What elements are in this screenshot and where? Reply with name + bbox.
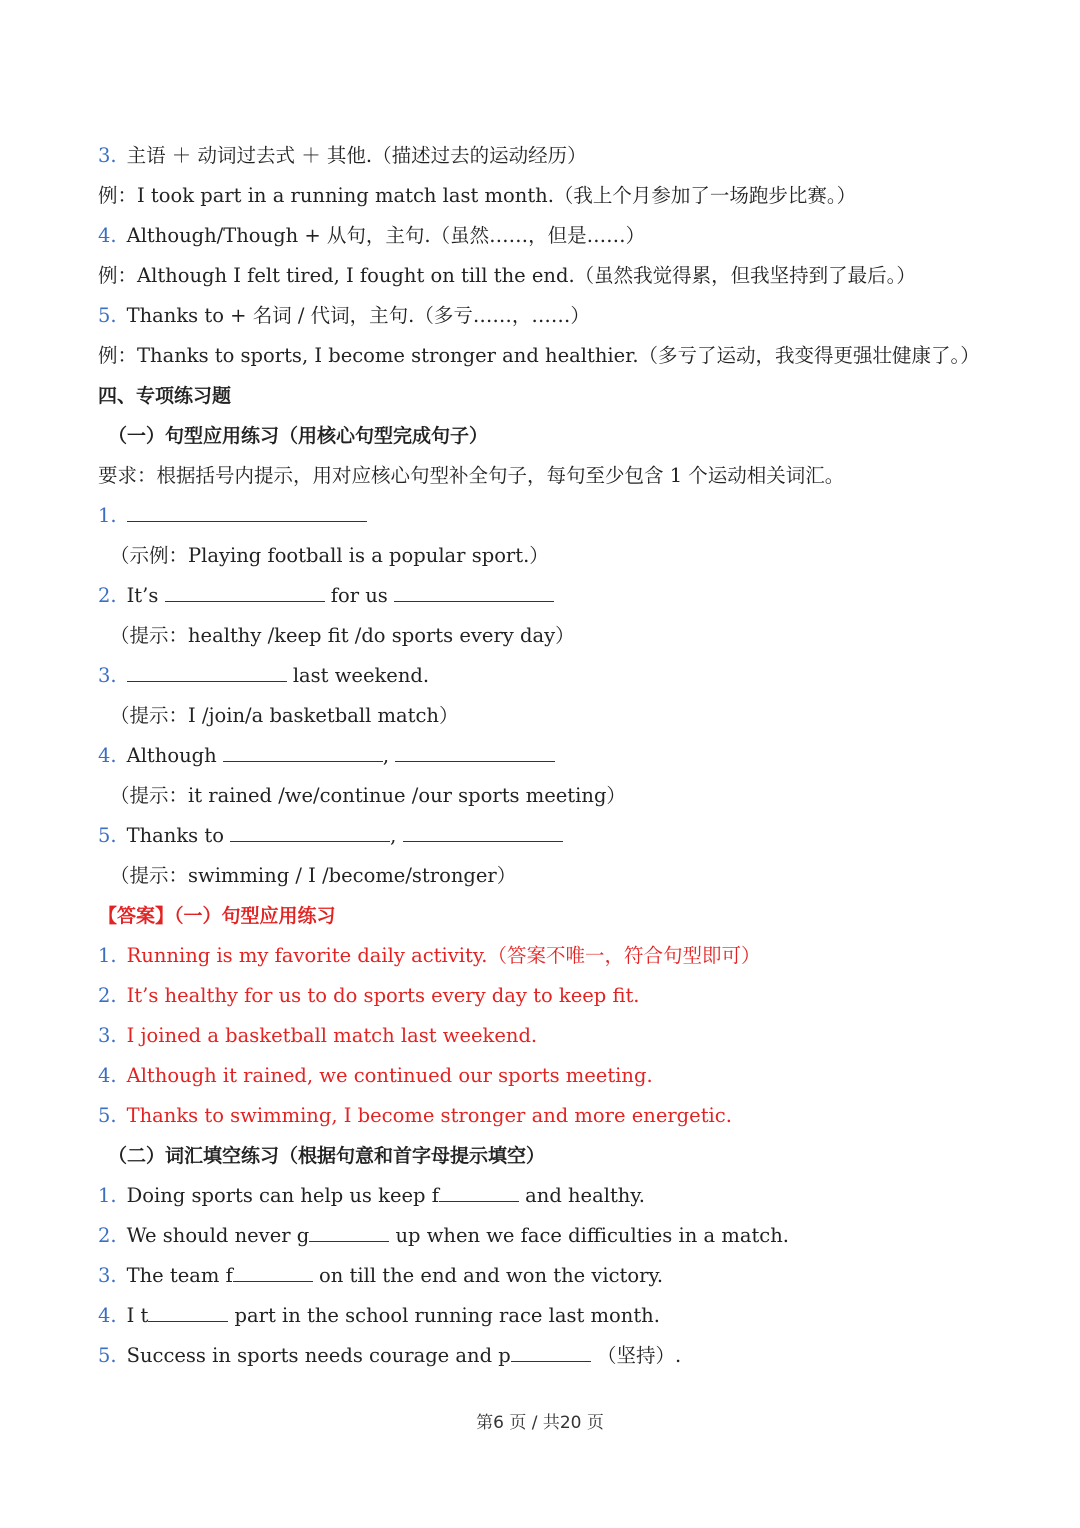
pattern-3-text: 主语 ＋ 动词过去式 ＋ 其他.（描述过去的运动经历） [126,144,587,167]
page-footer: 第6 页 / 共20 页 [476,1413,604,1433]
pattern-4-example: 例：Although I felt tired, I fought on till the end.（虽然我觉得累，但我坚持到了最后。） [98,264,916,287]
vocab-question [98,1296,660,1336]
question-2-hint: （提示：healthy /keep fit /do sports every day） [110,624,575,647]
answer-blank[interactable] [394,600,554,602]
vocab-question [98,1216,789,1256]
answer-blank[interactable] [233,1280,313,1282]
question-5-hint: （提示：swimming / I /become/stronger） [110,864,517,887]
vocab-3-pre: The team f [126,1264,233,1287]
answer-4-text: Although it rained, we continued our sports meeting. [126,1064,653,1087]
answer-blank[interactable] [395,760,555,762]
vocab-5-pre: Success in sports needs courage and p [126,1344,511,1367]
question-2-num: 2. [98,584,117,607]
pattern-3-example: 例：I took part in a running match last month.（我上个月参加了一场跑步比赛。） [98,184,857,207]
question-1 [98,496,367,536]
pattern-5-num: 5. [98,304,117,327]
answer-blank[interactable] [127,680,287,682]
pattern-5 [98,296,590,336]
vocab-1-pre: Doing sports can help us keep f [126,1184,439,1207]
pattern-4-num: 4. [98,224,117,247]
answer-5-text: Thanks to swimming, I become stronger and more energetic. [126,1104,732,1127]
vocab-5-num: 5. [98,1344,117,1367]
answer-blank[interactable] [223,760,383,762]
vocab-1-post: and healthy. [518,1184,645,1207]
question-1-num: 1. [98,504,117,527]
vocab-5-post: （坚持）. [590,1344,682,1367]
answer-item [98,1096,732,1136]
part-1-title: （一）句型应用练习（用核心句型完成句子） [108,425,489,447]
vocab-question [98,1336,681,1376]
answer-2-num: 2. [98,984,117,1007]
question-5 [98,816,563,856]
answer-item [98,1056,653,1096]
question-3-post: last weekend. [292,664,430,687]
answers-title: 【答案】（一）句型应用练习 [98,905,336,927]
answer-1-text: Running is my favorite daily activity.（答案不唯一，符合句型即可） [126,944,761,967]
vocab-1-num: 1. [98,1184,117,1207]
vocab-question [98,1176,645,1216]
question-3-hint: （提示：I /join/a basketball match） [110,704,459,727]
vocab-3-post: on till the end and won the victory. [312,1264,664,1287]
answer-blank[interactable] [511,1360,591,1362]
answer-blank[interactable] [309,1240,389,1242]
section-4-title: 四、专项练习题 [98,385,232,407]
vocab-4-post: part in the school running race last month. [228,1304,660,1327]
question-5-pre: Thanks to [126,824,224,847]
pattern-4-text: Although/Though + 从句，主句.（虽然……，但是……） [126,224,646,247]
pattern-5-example: 例：Thanks to sports, I become stronger and healthier.（多亏了运动，我变得更强壮健康了。） [98,344,980,367]
answer-1-num: 1. [98,944,117,967]
answer-3-num: 3. [98,1024,117,1047]
requirement-text: 要求：根据括号内提示，用对应核心句型补全句子，每句至少包含 1 个运动相关词汇。 [98,464,845,487]
pattern-3-num: 3. [98,144,117,167]
question-2 [98,576,554,616]
pattern-4 [98,216,645,256]
pattern-5-text: Thanks to + 名词 / 代词，主句.（多亏……，……） [126,304,590,327]
answer-item [98,936,760,976]
answer-5-num: 5. [98,1104,117,1127]
pattern-3 [98,136,587,176]
answer-blank[interactable] [230,840,390,842]
answer-blank[interactable] [165,600,325,602]
question-5-comma: , [390,824,397,847]
question-5-num: 5. [98,824,117,847]
question-3 [98,656,429,696]
answer-2-text: It’s healthy for us to do sports every day to keep fit. [126,984,640,1007]
question-4 [98,736,555,776]
vocab-4-pre: I t [126,1304,149,1327]
vocab-question [98,1256,663,1296]
question-3-num: 3. [98,664,117,687]
question-4-comma: , [382,744,390,767]
question-4-num: 4. [98,744,117,767]
answer-item [98,1016,537,1056]
answer-blank[interactable] [439,1200,519,1202]
question-2-pre: It’s [126,584,159,607]
question-1-hint: （示例：Playing football is a popular sport.） [110,544,549,567]
part-2-title: （二）词汇填空练习（根据句意和首字母提示填空） [108,1145,546,1167]
answer-blank[interactable] [403,840,563,842]
vocab-2-pre: We should never g [126,1224,310,1247]
vocab-2-num: 2. [98,1224,117,1247]
answer-3-text: I joined a basketball match last weekend. [126,1024,538,1047]
answer-4-num: 4. [98,1064,117,1087]
answer-item [98,976,640,1016]
question-2-mid: for us [330,584,388,607]
vocab-4-num: 4. [98,1304,117,1327]
answer-blank[interactable] [148,1320,228,1322]
answer-blank[interactable] [127,520,367,522]
question-4-hint: （提示：it rained /we/continue /our sports meeting） [110,784,626,807]
vocab-2-post: up when we face difficulties in a match. [389,1224,789,1247]
vocab-3-num: 3. [98,1264,117,1287]
question-4-pre: Although [126,744,217,767]
